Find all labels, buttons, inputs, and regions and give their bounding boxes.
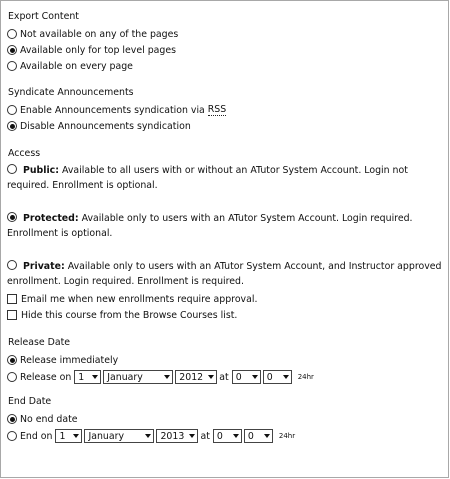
access-private-title: Private: bbox=[22, 261, 65, 272]
end-date-heading: End Date bbox=[8, 396, 52, 407]
release-minute-select[interactable] bbox=[263, 370, 292, 384]
release-immediately-option[interactable] bbox=[7, 352, 443, 368]
end-time-format: 24hr bbox=[278, 432, 296, 440]
access-public-option[interactable] bbox=[7, 163, 443, 193]
radio-release-immediately[interactable] bbox=[7, 355, 17, 365]
radio-export-none[interactable] bbox=[7, 29, 17, 39]
end-at-label: at bbox=[200, 430, 210, 442]
access-protected-option[interactable] bbox=[7, 211, 443, 241]
checkbox-email-approval[interactable] bbox=[7, 294, 17, 304]
export-option-none[interactable] bbox=[7, 26, 443, 42]
release-hour-select[interactable] bbox=[232, 370, 261, 384]
release-month-value: January bbox=[107, 371, 143, 383]
release-day-value: 1 bbox=[78, 371, 85, 383]
export-option-label: Available only for top level pages bbox=[20, 44, 177, 56]
export-content-section bbox=[7, 11, 443, 74]
email-approval-option[interactable] bbox=[7, 291, 443, 307]
access-section bbox=[7, 148, 443, 323]
export-option-label: Not available on any of the pages bbox=[20, 28, 179, 40]
release-time-format: 24hr bbox=[297, 373, 314, 381]
radio-export-every-page[interactable] bbox=[7, 61, 17, 71]
access-protected-text: Available only to users with an ATutor System Account. Login required. Enrollment is optional. bbox=[7, 213, 413, 239]
release-date-section bbox=[7, 337, 443, 386]
export-option-label: Available on every page bbox=[20, 60, 133, 72]
end-minute-value: 0 bbox=[247, 430, 254, 442]
release-minute-value: 0 bbox=[266, 371, 273, 383]
end-hour-select[interactable] bbox=[213, 429, 242, 443]
end-on-label: End on bbox=[20, 430, 53, 442]
end-year-value: 2013 bbox=[160, 430, 185, 442]
radio-export-top-level[interactable] bbox=[7, 45, 17, 55]
export-option-top-level[interactable] bbox=[7, 42, 443, 58]
radio-syndicate-disable[interactable] bbox=[7, 121, 17, 131]
release-month-select[interactable] bbox=[103, 370, 173, 384]
release-day-select[interactable] bbox=[74, 370, 101, 384]
syndicate-enable-label: Enable Announcements syndication via bbox=[20, 104, 205, 116]
radio-release-on[interactable] bbox=[7, 372, 17, 382]
end-on-option[interactable] bbox=[7, 427, 443, 445]
export-content-heading: Export Content bbox=[8, 11, 79, 22]
end-month-value: January bbox=[88, 430, 125, 442]
end-day-select[interactable] bbox=[55, 429, 82, 443]
access-public-text: Available to all users with or without an ATutor System Account. Login not required. Enrollment is optional. bbox=[7, 165, 408, 191]
checkbox-hide-course[interactable] bbox=[7, 310, 17, 320]
release-year-select[interactable] bbox=[175, 370, 217, 384]
hide-course-label: Hide this course from the Browse Courses list. bbox=[21, 309, 238, 321]
chevron-down-icon bbox=[252, 375, 258, 379]
access-private-option[interactable] bbox=[7, 259, 443, 289]
no-end-date-label: No end date bbox=[20, 413, 78, 425]
access-protected-title: Protected: bbox=[22, 213, 79, 224]
end-year-select[interactable] bbox=[156, 429, 198, 443]
release-immediately-label: Release immediately bbox=[20, 354, 119, 366]
radio-access-private[interactable] bbox=[7, 260, 17, 270]
syndicate-disable-label: Disable Announcements syndication bbox=[20, 120, 191, 132]
chevron-down-icon bbox=[92, 375, 98, 379]
end-day-value: 1 bbox=[59, 430, 66, 442]
access-heading: Access bbox=[8, 148, 41, 159]
export-option-every-page[interactable] bbox=[7, 58, 443, 74]
syndicate-section bbox=[7, 87, 443, 134]
chevron-down-icon bbox=[233, 434, 239, 438]
chevron-down-icon bbox=[145, 434, 151, 438]
radio-end-on[interactable] bbox=[7, 431, 17, 441]
release-hour-value: 0 bbox=[235, 371, 242, 383]
syndicate-disable-option[interactable] bbox=[7, 118, 443, 134]
end-hour-value: 0 bbox=[216, 430, 223, 442]
email-approval-label: Email me when new enrollments require approval. bbox=[21, 293, 258, 305]
release-on-option[interactable] bbox=[7, 368, 443, 386]
chevron-down-icon bbox=[189, 434, 195, 438]
radio-access-public[interactable] bbox=[7, 164, 17, 174]
chevron-down-icon bbox=[164, 375, 170, 379]
access-private-text: Available only to users with an ATutor System Account, and Instructor approved enrollment. Login required. Enrollment is required. bbox=[7, 261, 442, 287]
chevron-down-icon bbox=[264, 434, 270, 438]
radio-no-end-date[interactable] bbox=[7, 414, 17, 424]
syndicate-enable-option[interactable] bbox=[7, 102, 443, 118]
hide-course-option[interactable] bbox=[7, 307, 443, 323]
radio-access-protected[interactable] bbox=[7, 212, 17, 222]
chevron-down-icon bbox=[208, 375, 214, 379]
chevron-down-icon bbox=[283, 375, 289, 379]
chevron-down-icon bbox=[73, 434, 79, 438]
no-end-date-option[interactable] bbox=[7, 411, 443, 427]
radio-syndicate-enable[interactable] bbox=[7, 105, 17, 115]
syndicate-heading: Syndicate Announcements bbox=[8, 87, 134, 98]
release-on-label: Release on bbox=[20, 371, 72, 383]
access-public-title: Public: bbox=[22, 165, 59, 176]
release-date-heading: Release Date bbox=[8, 337, 71, 348]
end-month-select[interactable] bbox=[84, 429, 154, 443]
release-at-label: at bbox=[219, 371, 229, 383]
end-date-section bbox=[7, 396, 443, 445]
release-year-value: 2012 bbox=[179, 371, 204, 383]
end-minute-select[interactable] bbox=[244, 429, 273, 443]
rss-abbr: RSS bbox=[207, 104, 227, 115]
